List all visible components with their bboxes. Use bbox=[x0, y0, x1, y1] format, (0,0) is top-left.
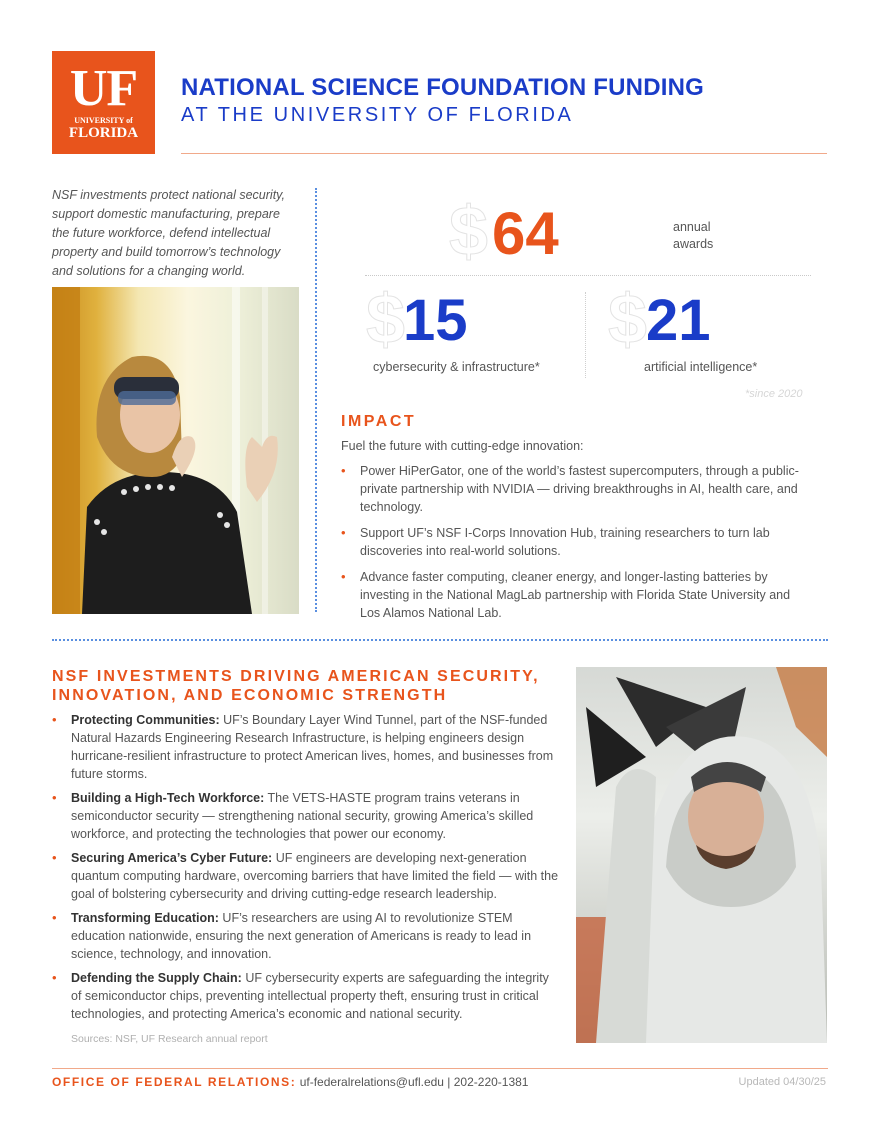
stat-annual-label-line1: annual bbox=[673, 220, 711, 234]
uf-logo bbox=[52, 51, 155, 154]
impact-list-item: • Power HiPerGator, one of the world’s fastest supercomputers, through a public-private partnership with NVIDIA — driving breakthroughs in AI, health care, and technology. bbox=[341, 462, 811, 516]
logo-florida-text: FLORIDA bbox=[68, 125, 139, 141]
item-text: UF’s researchers are using AI to revolutionize STEM education nationwide, ensuring the next generation of Americans is ready to lead in science, technology, and innovation. bbox=[71, 911, 532, 961]
impact-list-item: • Advance faster computing, cleaner energy, and longer-lasting batteries by investing in the National MagLab partnership with Florida State University and Los Alamos National Lab. bbox=[341, 568, 811, 622]
updated-date: Updated 04/30/25 bbox=[738, 1076, 826, 1088]
photo-researcher-hood-illustration bbox=[576, 667, 827, 1043]
footer-contact-info: uf-federalrelations@ufl.edu | 202-220-1381 bbox=[299, 1075, 529, 1089]
item-title: Building a High-Tech Workforce: bbox=[71, 791, 265, 805]
investments-list-item bbox=[52, 909, 562, 963]
investments-list-item bbox=[52, 711, 562, 783]
investments-heading: NSF INVESTMENTS DRIVING AMERICAN SECURITY, INNOVATION, AND ECONOMIC STRENGTH bbox=[52, 668, 540, 704]
footer-contact bbox=[52, 1075, 528, 1089]
column-divider bbox=[315, 188, 317, 612]
logo-university-text: UNIVERSITY of bbox=[74, 116, 133, 125]
investments-list-item bbox=[52, 849, 562, 903]
footer-office-label: OFFICE OF FEDERAL RELATIONS: bbox=[52, 1075, 297, 1089]
stats-footnote: *since 2020 bbox=[745, 388, 803, 400]
impact-heading: IMPACT bbox=[341, 413, 417, 430]
stat-cyber-label: cybersecurity & infrastructure* bbox=[373, 360, 540, 374]
stat-ai-value bbox=[646, 288, 759, 353]
intro-text: NSF investments protect national security, support domestic manufacturing, prepare the future workforce, defend intellectual property and build tomorrow’s technology and solutions for a changing world. bbox=[52, 188, 285, 278]
stats-column-divider bbox=[585, 292, 586, 378]
sources-note: Sources: NSF, UF Research annual report bbox=[71, 1033, 268, 1045]
impact-list bbox=[341, 462, 811, 630]
item-title: Protecting Communities: bbox=[71, 713, 220, 727]
logo-uf-text: UF bbox=[69, 60, 138, 117]
stat-annual-number: 64 bbox=[492, 200, 559, 267]
photo-researcher-headset-illustration bbox=[52, 287, 299, 614]
page-subtitle: AT THE UNIVERSITY OF FLORIDA bbox=[181, 104, 574, 126]
dollar-icon: $ bbox=[608, 280, 647, 358]
stat-cyber-value bbox=[403, 288, 516, 353]
footer-divider bbox=[52, 1068, 828, 1069]
stats-divider bbox=[365, 275, 811, 276]
photo-researcher-headset bbox=[52, 287, 299, 614]
stat-annual-unit: M bbox=[558, 200, 609, 267]
page-title: NATIONAL SCIENCE FOUNDATION FUNDING bbox=[181, 74, 704, 101]
photo-researcher-hood bbox=[576, 667, 827, 1043]
item-text: The VETS-HASTE program trains veterans in semiconductor security — strengthening national security, growing America’s skilled workforce, and protecting the technologies that power our economy. bbox=[71, 791, 534, 841]
item-text: UF’s Boundary Layer Wind Tunnel, part of the NSF-funded Natural Hazards Engineering Research Infrastructure, is helping engineers design hurricane-resilient infrastructure to protect American lives, homes, and businesses from future storms. bbox=[71, 713, 554, 781]
stat-ai-label: artificial intelligence* bbox=[644, 360, 758, 374]
item-text: UF engineers are developing next-generation quantum computing hardware, overcoming barriers that have limited the field — with the goal of bolstering cybersecurity and driving cutting-edge research leadership. bbox=[71, 851, 559, 901]
investments-list-item bbox=[52, 969, 562, 1023]
dollar-icon: $ bbox=[449, 192, 488, 270]
section-divider bbox=[52, 639, 828, 641]
impact-subheading: Fuel the future with cutting-edge innovation: bbox=[341, 439, 584, 453]
stat-ai-unit: M bbox=[710, 288, 759, 353]
investments-list bbox=[52, 711, 562, 1029]
impact-list-item: • Support UF’s NSF I-Corps Innovation Hub, training researchers to turn lab discoveries into real-world solutions. bbox=[341, 524, 811, 560]
header-divider bbox=[181, 153, 827, 154]
item-title: Securing America’s Cyber Future: bbox=[71, 851, 273, 865]
stat-cyber-number: 15 bbox=[403, 288, 468, 353]
stat-cyber-unit: M bbox=[467, 288, 516, 353]
stat-ai-number: 21 bbox=[646, 288, 711, 353]
stat-annual-awards-label bbox=[673, 219, 713, 253]
investments-list-item bbox=[52, 789, 562, 843]
dollar-icon: $ bbox=[366, 280, 405, 358]
item-title: Defending the Supply Chain: bbox=[71, 971, 242, 985]
item-text: UF cybersecurity experts are safeguarding the integrity of semiconductor chips, preventing intellectual property theft, ensuring trust in critical technologies, and protecting America’s economic and national security. bbox=[71, 971, 549, 1021]
stat-annual-awards-value bbox=[492, 200, 609, 267]
item-title: Transforming Education: bbox=[71, 911, 219, 925]
stat-annual-label-line2: awards bbox=[673, 237, 714, 251]
